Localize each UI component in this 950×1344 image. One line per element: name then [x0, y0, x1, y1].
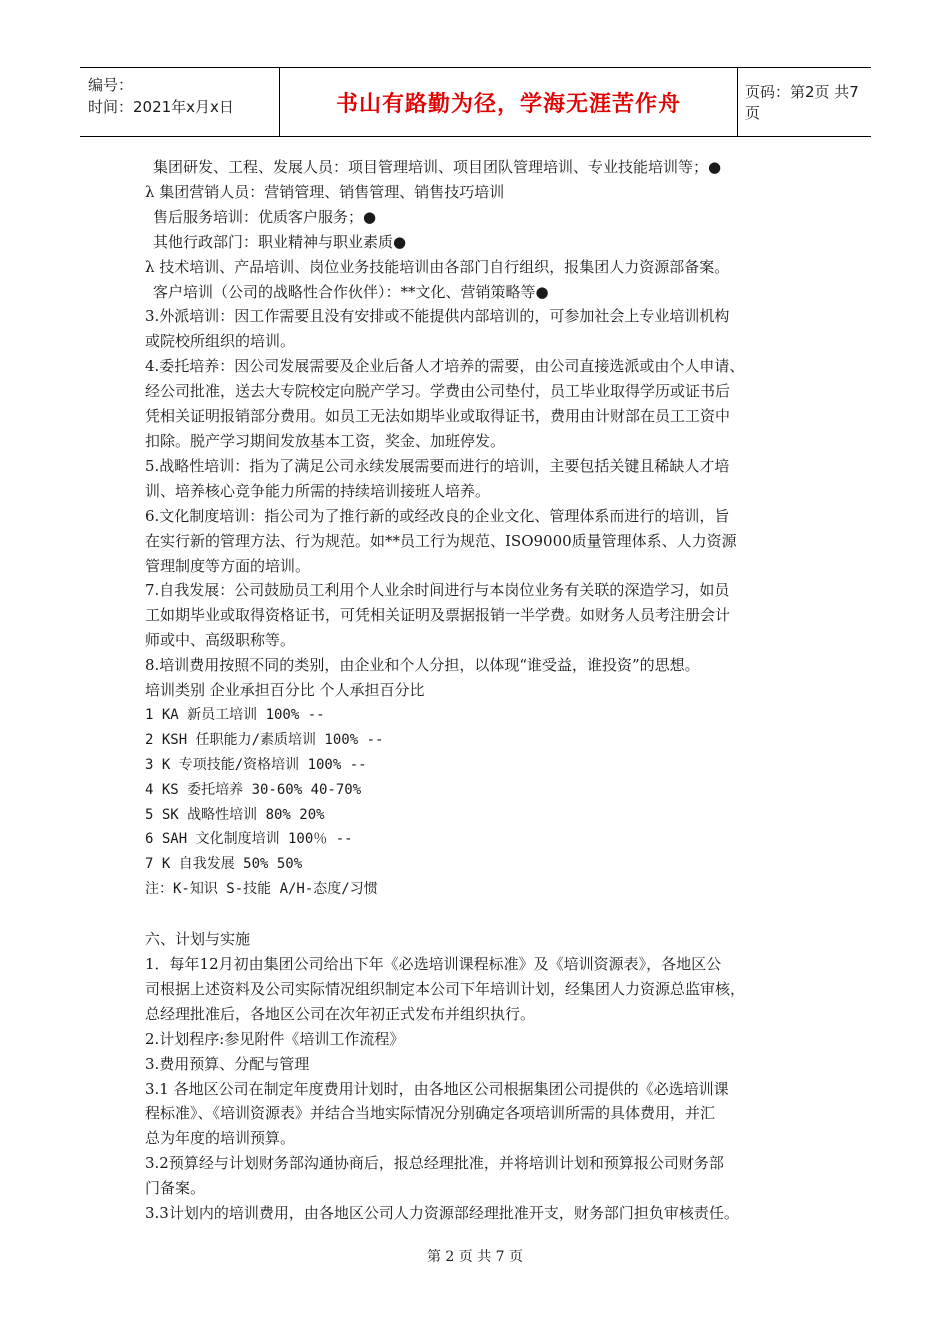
cost-table-row: 6 SAH 文化制度培训 100％ -- — [145, 831, 353, 848]
body-line: 司根据上述资料及公司实际情况组织制定本公司下年培训计划，经集团人力资源总监审核， — [145, 979, 746, 998]
body-line: λ 技术培训、产品培训、岗位业务技能培训由各部门自行组织，报集团人力资源部备案。 — [145, 257, 730, 276]
cost-table-note: 注：K-知识 S-技能 A/H-态度/习惯 — [145, 881, 378, 898]
cost-table-header: 培训类别 企业承担百分比 个人承担百分比 — [145, 681, 425, 700]
body-line: 3.3计划内的培训费用，由各地区公司人力资源部经理批准开支，财务部门担负审核责任。 — [145, 1204, 739, 1223]
body-line: 门备案。 — [145, 1179, 206, 1198]
body-line: 程标准》、《培训资源表》并结合当地实际情况分别确定各项培训所需的具体费用，并汇 — [145, 1104, 716, 1123]
body-line: 总为年度的培训预算。 — [145, 1129, 296, 1148]
body-line: 客户培训（公司的战略性合作伙伴）：**文化、营销策略等● — [153, 282, 549, 301]
cost-table-row: 3 K 专项技能/资格培训 100% -- — [145, 756, 367, 773]
page-header — [80, 67, 871, 137]
body-line: 3.外派培训：因工作需要且没有安排或不能提供内部培训的，可参加社会上专业培训机构 — [145, 307, 730, 326]
body-line: 3.费用预算、分配与管理 — [145, 1054, 310, 1073]
body-line: 扣除。脱产学习期间发放基本工资，奖金、加班停发。 — [145, 431, 506, 450]
page-footer: 第 2 页 共 7 页 — [426, 1249, 524, 1265]
body-line: 6.文化制度培训：指公司为了推行新的或经改良的企业文化、管理体系而进行的培训，旨 — [145, 506, 730, 525]
body-line: 在实行新的管理方法、行为规范。如**员工行为规范、ISO9000质量管理体系、人力资源 — [145, 531, 737, 550]
body-line: 1．每年12月初由集团公司给出下年《必选培训课程标准》及《培训资源表》，各地区公 — [145, 954, 722, 973]
body-line: 集团研发、工程、发展人员：项目管理培训、项目团队管理培训、专业技能培训等；● — [153, 158, 722, 176]
body-line: 经公司批准，送去大专院校定向脱产学习。学费由公司垫付，员工毕业取得学历或证书后 — [145, 382, 731, 401]
body-line: 其他行政部门：职业精神与职业素质● — [153, 232, 407, 251]
cost-table-row: 7 K 自我发展 50% 50% — [145, 856, 303, 873]
body-line: 3.2预算经与计划财务部沟通协商后，报总经理批准，并将培训计划和预算报公司财务部 — [145, 1154, 724, 1173]
document-body — [145, 155, 805, 1226]
body-line: 售后服务培训：优质客户服务；● — [153, 207, 377, 226]
header-motto: 书山有路勤为径，学海无涯苦作舟 — [335, 91, 681, 117]
body-line: 凭相关证明报销部分费用。如员工无法如期毕业或取得证书，费用由计财部在员工工资中 — [145, 407, 731, 426]
body-line: 7.自我发展：公司鼓励员工利用个人业余时间进行与本岗位业务有关联的深造学习，如员 — [145, 581, 730, 600]
cost-table-row: 5 SK 战略性培训 80% 20% — [145, 806, 325, 823]
body-line: 或院校所组织的培训。 — [145, 332, 296, 351]
header-page-cell — [737, 68, 871, 136]
section-heading: 六、计划与实施 — [145, 930, 251, 949]
document-date: 时间：2021年x月x日 — [88, 98, 234, 116]
body-line: 5.战略性培训：指为了满足公司永续发展需要而进行的培训，主要包括关键且稀缺人才培 — [145, 456, 730, 475]
body-line: λ 集团营销人员：营销管理、销售管理、销售技巧培训 — [145, 182, 505, 201]
document-number-label: 编号： — [88, 76, 134, 94]
body-line: 师或中、高级职称等。 — [145, 631, 296, 650]
body-line: 8.培训费用按照不同的类别，由企业和个人分担，以体现“谁受益，谁投资”的思想。 — [145, 656, 700, 675]
body-line: 2.计划程序:参见附件《培训工作流程》 — [145, 1029, 405, 1048]
body-line: 总经理批准后，各地区公司在次年初正式发布并组织执行。 — [145, 1004, 536, 1023]
body-line: 4.委托培养：因公司发展需要及企业后备人才培养的需要，由公司直接选派或由个人申请、 — [145, 357, 745, 376]
body-line: 工如期毕业或取得资格证书，可凭相关证明及票据报销一半学费。如财务人员考注册会计 — [145, 606, 731, 625]
cost-table-row: 2 KSH 任职能力/素质培训 100% -- — [145, 731, 384, 748]
header-meta — [80, 68, 280, 136]
header-page-number: 页码：第2页 共7页 — [745, 83, 859, 122]
cost-table-row: 1 KA 新员工培训 100% -- — [145, 706, 325, 723]
header-motto-cell — [280, 68, 738, 136]
body-line: 管理制度等方面的培训。 — [145, 556, 311, 575]
body-line: 3.1 各地区公司在制定年度费用计划时，由各地区公司根据集团公司提供的《必选培训课 — [145, 1079, 729, 1098]
cost-table-row: 4 KS 委托培养 30-60% 40-70% — [145, 781, 362, 798]
body-line: 训、培养核心竞争能力所需的持续培训接班人培养。 — [145, 481, 491, 500]
